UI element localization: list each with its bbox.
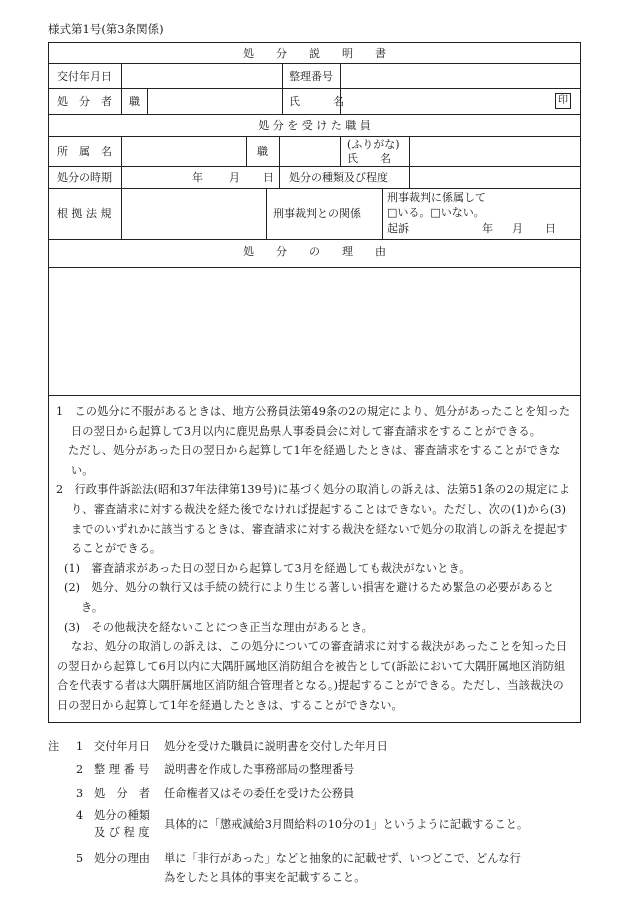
indict-day-unit: 日 [545,222,556,235]
post-label: 職 [129,95,140,108]
col-divider [282,63,283,88]
form-title: 処 分 説 明 書 [243,47,386,60]
time-label: 処分の時期 [57,171,112,184]
note-2: 2 行政事件訴訟法(昭和37年法律第139号)に基づく処分の取消しの訴えは、法第51条の2の規定により、審査請求に対する裁決を経た後でなければ提起することはできない。ただし、次の(1)から(3)までのいずれかに該当するときは、審査請求に対する裁決を経ないで処分の取消しの訴えを提起することができる。 [56,483,571,556]
col-divider [121,63,122,88]
row-divider [49,267,580,268]
note-2-item-3: (3) その他裁決を経ないことにつき正当な理由があるとき。 [64,620,373,634]
post2-label: 職 [257,145,268,158]
row-divider [49,239,580,240]
col-divider [121,166,122,188]
seal-mark: 印 [555,93,571,109]
section-employee-header: 処 分 を 受 け た 職 員 [258,119,371,132]
row-divider [49,88,580,89]
reference-number-label: 整理番号 [289,70,333,83]
criminal-relation-label: 刑事裁判との関係 [273,207,361,220]
criminal-line2: □いる。□いない。 [387,206,485,219]
row-divider [49,114,580,115]
delivery-date-label: 交付年月日 [57,70,112,83]
row-divider [49,188,580,189]
col-divider [121,88,122,114]
footer-lead: 注 [48,740,60,753]
col-divider [266,188,267,239]
col-divider [246,136,247,166]
name-label: 氏 名 [289,95,344,108]
row-divider [49,63,580,64]
indict-year-unit: 年 [482,222,493,235]
note-2-item-1: (1) 審査請求があった日の翌日から起算して3月を経過しても裁決がないとき。 [64,561,471,575]
year-unit: 年 [192,171,203,184]
basis-label: 根 拠 法 規 [57,207,112,220]
disposer-label: 処 分 者 [57,95,112,108]
col-divider [382,188,383,239]
employee-name-label: 氏 名 [347,152,391,165]
col-divider [121,188,122,239]
col-divider [282,88,283,114]
col-divider [340,136,341,166]
form-code: 様式第1号(第3条関係) [48,22,164,36]
reason-header: 処 分 の 理 由 [243,245,386,258]
col-divider [340,63,341,88]
disposition-explanation-form [48,42,581,723]
month-unit: 月 [229,171,240,184]
col-divider [279,166,280,188]
col-divider [121,136,122,166]
furigana-label: (ふりがな) [347,138,400,151]
note-1b: ただし、処分があった日の翌日から起算して1年を経過したときは、審査請求をすることができない。 [68,444,561,477]
note-2-item-2: (2) 処分、処分の執行又は手続の続行により生じる著しい損害を避けるため緊急の必要があるとき。 [64,581,555,614]
col-divider [409,136,410,166]
indict-month-unit: 月 [512,222,523,235]
indictment-label: 起訴 [387,222,409,235]
col-divider [279,136,280,166]
col-divider [147,88,148,114]
affiliation-label: 所 属 名 [57,145,112,158]
criminal-line1: 刑事裁判に係属して [387,191,486,204]
note-1: 1 この処分に不服があるときは、地方公務員法第49条の2の規定により、処分があったことを知った日の翌日から起算して3月以内に鹿児島県人事委員会に対して審査請求をすることができる。 [56,405,571,438]
col-divider [409,166,410,188]
day-unit: 日 [263,171,274,184]
row-divider [49,136,580,137]
note-last: なお、処分の取消しの訴えは、この処分についての審査請求に対する裁決があったことを知った日の翌日から起算して6月以内に大隅肝属地区消防組合を被告として(訴訟において大隅肝属地区消防組合を代表する者は大隅肝属地区消防組合管理者となる。)提起することができる。ただし、当該裁決の日の翌日から起算して1年を経過したときは、することができない。 [57,640,568,712]
kind-label: 処分の種類及び程度 [289,171,388,184]
appeal-notes [49,395,580,716]
row-divider [49,166,580,167]
